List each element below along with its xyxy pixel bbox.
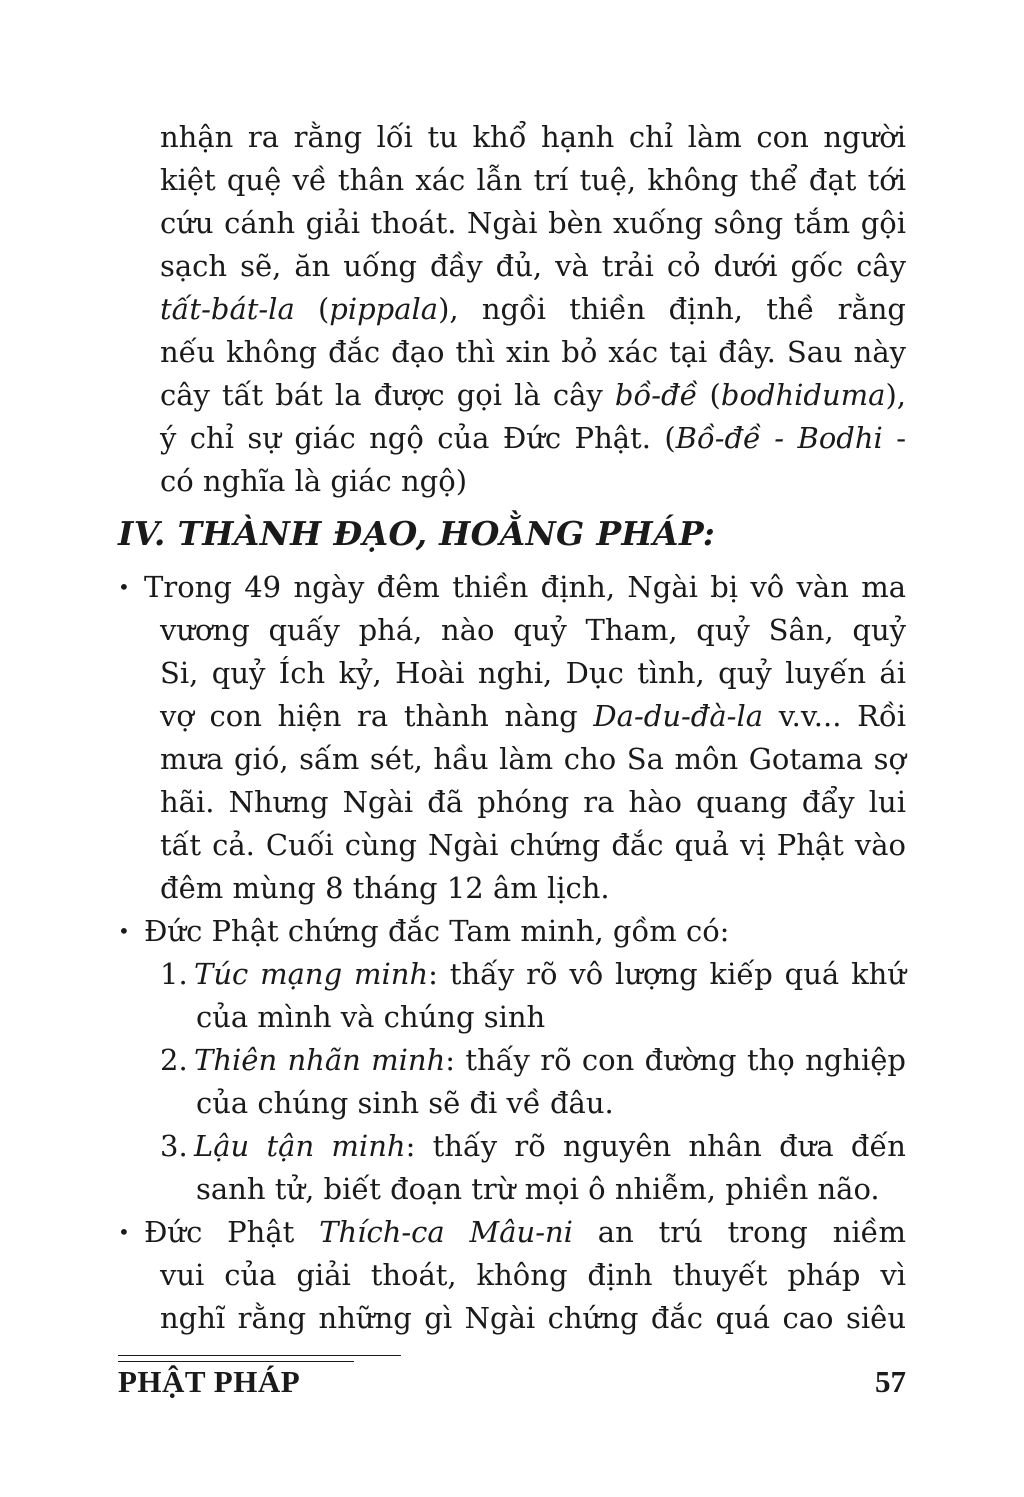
italic-term: tất-bát-la	[160, 292, 295, 326]
text-line: sanh tử, biết đoạn trừ mọi ô nhiễm, phiền não.	[196, 1172, 880, 1206]
italic-term: bồ-đề	[614, 378, 698, 412]
italic-term: bodhiduma	[720, 378, 886, 412]
text-run: : thấy rõ nguyên nhân đưa đến	[405, 1129, 906, 1163]
text-line	[160, 417, 906, 460]
bullet-icon: •	[118, 575, 130, 599]
text-run: (	[697, 378, 721, 412]
text-line: có nghĩa là giác ngộ)	[160, 464, 468, 498]
bullet-item-thien-dinh	[118, 566, 906, 910]
text-line	[160, 288, 906, 331]
text-line	[160, 1039, 906, 1082]
text-run: ),	[885, 378, 906, 412]
text-run: Trong 49 ngày đêm thiền định, Ngài bị vô vàn ma	[144, 570, 906, 604]
footer-divider-thin	[118, 1361, 354, 1362]
intro-paragraph	[160, 116, 906, 503]
text-line	[118, 910, 906, 953]
text-run: ), ngồi thiền định, thề rằng	[438, 292, 906, 326]
footer-divider	[118, 1355, 401, 1356]
tam-minh-list	[160, 953, 906, 1211]
italic-term: Túc mạng minh	[194, 957, 429, 991]
text-line: đêm mùng 8 tháng 12 âm lịch.	[160, 871, 610, 905]
text-run: : thấy rõ con đường thọ nghiệp	[445, 1043, 906, 1077]
italic-term: Thích-ca Mâu-ni	[319, 1215, 573, 1249]
text-line	[160, 1125, 906, 1168]
text-line: kiệt quệ về thân xác lẫn trí tuệ, không thể đạt tới	[160, 163, 906, 197]
text-line: của mình và chúng sinh	[196, 1000, 546, 1034]
text-line	[118, 695, 906, 738]
italic-term: Bồ-đề - Bodhi	[675, 421, 883, 455]
bullet-icon: •	[118, 1220, 130, 1244]
text-line	[118, 566, 906, 609]
text-line: mưa gió, sấm sét, hầu làm cho Sa môn Gotama sợ	[160, 742, 906, 776]
text-run: ý chỉ sự giác ngộ của Đức Phật. (	[160, 421, 676, 455]
running-footer-title: PHẬT PHÁP	[118, 1364, 301, 1399]
text-line: cứu cánh giải thoát. Ngài bèn xuống sông tắm gội	[160, 206, 906, 240]
list-item	[160, 953, 906, 1039]
bullet-item-tam-minh	[118, 910, 906, 953]
text-line: của chúng sinh sẽ đi về đâu.	[196, 1086, 614, 1120]
text-run: vợ con hiện ra thành nàng	[160, 699, 594, 733]
italic-term: Da-du-đà-la	[593, 699, 764, 733]
text-line: vui của giải thoát, không định thuyết pháp vì	[160, 1258, 906, 1292]
text-run: -	[882, 421, 906, 455]
bullet-item-an-tru	[118, 1211, 906, 1340]
text-run: (	[294, 292, 330, 326]
list-number: 1.	[160, 957, 188, 991]
italic-term: pippala	[329, 292, 439, 326]
list-item	[160, 1039, 906, 1125]
page-number: 57	[875, 1364, 906, 1399]
bullet-icon: •	[118, 919, 130, 943]
text-line: nghĩ rằng những gì Ngài chứng đắc quá cao siêu	[160, 1301, 906, 1335]
section-heading: IV. THÀNH ĐẠO, HOẰNG PHÁP:	[118, 514, 716, 553]
text-run: Đức Phật	[144, 1215, 320, 1249]
text-line: tất cả. Cuối cùng Ngài chứng đắc quả vị Phật vào	[160, 828, 906, 862]
text-run: cây tất bát la được gọi là cây	[160, 378, 615, 412]
text-line	[160, 374, 906, 417]
list-number: 3.	[160, 1129, 188, 1163]
text-line: hãi. Nhưng Ngài đã phóng ra hào quang đẩy lui	[160, 785, 906, 819]
text-run: : thấy rõ vô lượng kiếp quá khứ	[428, 957, 906, 991]
text-line: nhận ra rằng lối tu khổ hạnh chỉ làm con người	[160, 120, 906, 154]
text-line: Si, quỷ Ích kỷ, Hoài nghi, Dục tình, quỷ luyến ái	[160, 656, 906, 690]
text-run: Đức Phật chứng đắc Tam minh, gồm có:	[144, 914, 730, 948]
list-number: 2.	[160, 1043, 188, 1077]
text-run: v.v... Rồi	[763, 699, 906, 733]
italic-term: Thiên nhãn minh	[194, 1043, 446, 1077]
list-item	[160, 1125, 906, 1211]
text-line: sạch sẽ, ăn uống đầy đủ, và trải cỏ dưới gốc cây	[160, 249, 906, 283]
text-line	[118, 1211, 906, 1254]
text-run: an trú trong niềm	[572, 1215, 906, 1249]
text-line: nếu không đắc đạo thì xin bỏ xác tại đây. Sau này	[160, 335, 906, 369]
italic-term: Lậu tận minh	[194, 1129, 406, 1163]
text-line: vương quấy phá, nào quỷ Tham, quỷ Sân, quỷ	[160, 613, 906, 647]
text-line	[160, 953, 906, 996]
